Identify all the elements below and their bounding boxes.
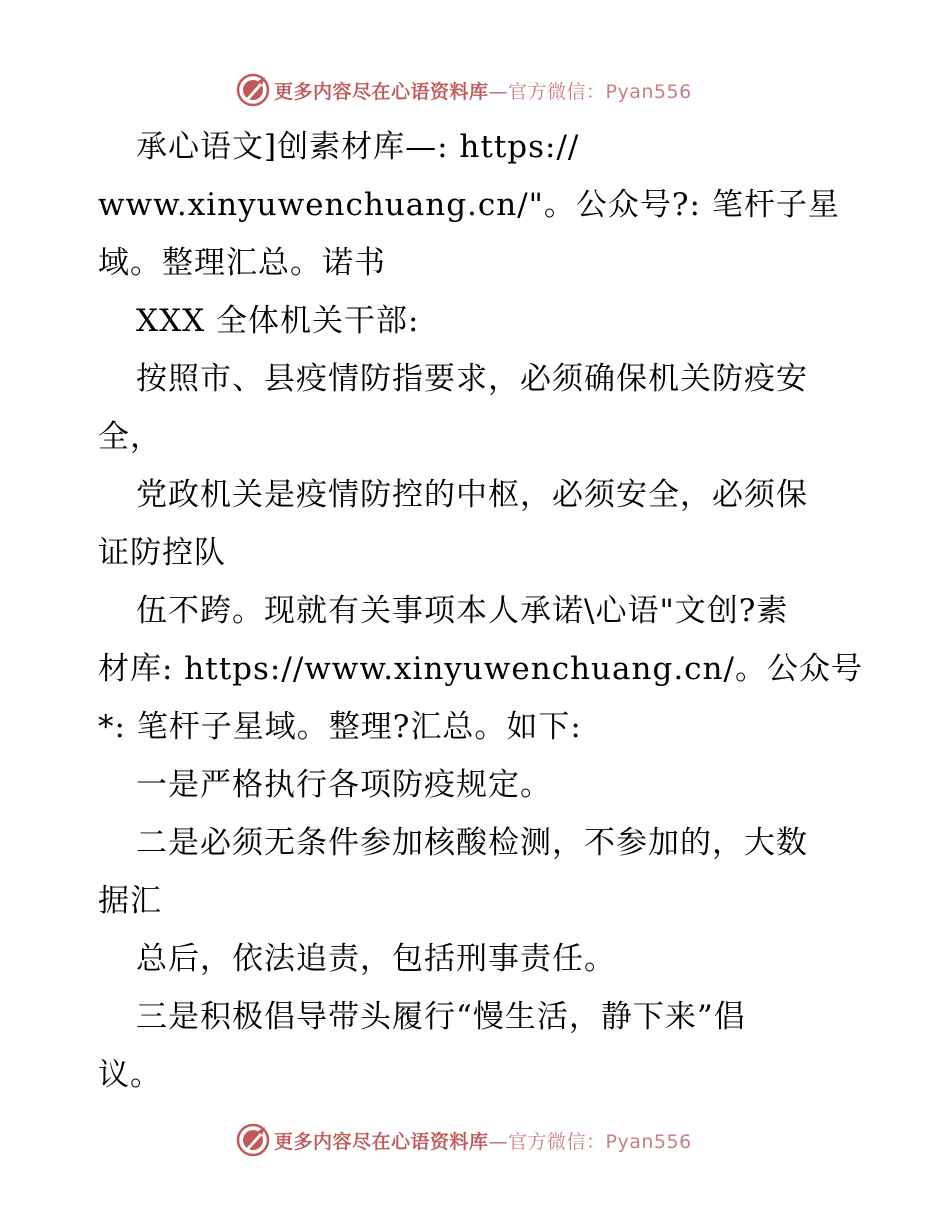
banner-wechat-label: 官方微信： — [508, 80, 606, 103]
document-line: 总后，依法追责，包括刑事责任。 — [136, 941, 616, 977]
document-line: 域。整理汇总。诺书 — [98, 245, 386, 281]
banner-main-text: 更多内容尽在心语资料库 — [274, 1130, 489, 1153]
banner-text — [274, 77, 692, 104]
banner-wechat-id: Pyan556 — [605, 80, 692, 103]
header-watermark-banner — [236, 70, 716, 110]
document-body — [98, 118, 878, 1104]
quill-seal-icon — [236, 1123, 270, 1157]
document-line: 按照市、县疫情防指要求，必须确保机关防疫安 — [136, 361, 808, 397]
footer-watermark-banner — [236, 1120, 716, 1160]
quill-seal-icon — [236, 73, 270, 107]
banner-separator: — — [488, 1130, 509, 1153]
banner-separator: — — [488, 80, 509, 103]
document-line: www.xinyuwenchuang.cn/"。公众号?: 笔杆子星 — [98, 187, 840, 223]
document-line: XXX 全体机关干部: — [136, 303, 420, 339]
document-line: 伍不跨。现就有关事项本人承诺\心语"文创?素 — [136, 593, 789, 629]
document-line: 议。 — [98, 1057, 162, 1093]
banner-main-text: 更多内容尽在心语资料库 — [274, 80, 489, 103]
document-line: 一是严格执行各项防疫规定。 — [136, 767, 552, 803]
document-line: 全， — [98, 419, 162, 455]
document-line: 证防控队 — [98, 535, 226, 571]
document-line: 材库: https://www.xinyuwenchuang.cn/。公众号 — [98, 651, 863, 687]
document-line: 党政机关是疫情防控的中枢，必须安全，必须保 — [136, 477, 808, 513]
document-line: 二是必须无条件参加核酸检测，不参加的，大数 — [136, 825, 808, 861]
banner-wechat-label: 官方微信： — [508, 1130, 606, 1153]
banner-text — [274, 1127, 692, 1154]
document-line: *: 笔杆子星域。整理?汇总。如下: — [98, 709, 582, 745]
document-line: 承心语文]创素材库—: https:// — [136, 129, 580, 165]
document-line: 据汇 — [98, 883, 162, 919]
banner-wechat-id: Pyan556 — [605, 1130, 692, 1153]
document-line: 三是积极倡导带头履行“慢生活，静下来”倡 — [136, 999, 746, 1035]
